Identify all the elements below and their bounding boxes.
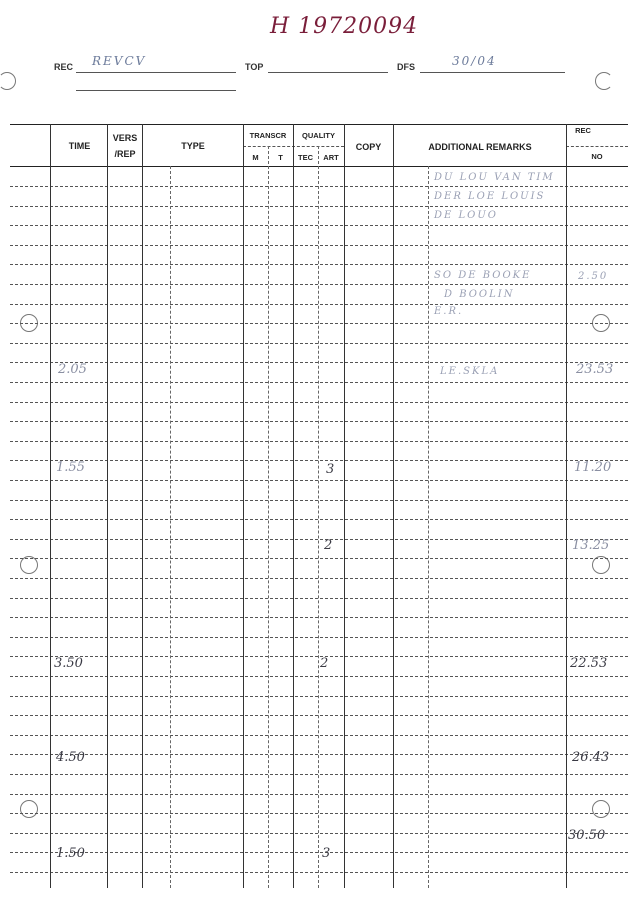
row-line bbox=[10, 872, 628, 873]
vers-column-header: VERS bbox=[112, 133, 138, 143]
col-divider bbox=[170, 166, 171, 888]
row-line bbox=[10, 852, 628, 853]
remarks-column-header: ADDITIONAL REMARKS bbox=[428, 142, 532, 152]
row-line bbox=[10, 460, 628, 461]
row-line bbox=[10, 519, 628, 520]
entry-art-rating: 3 bbox=[322, 846, 331, 861]
punch-hole bbox=[592, 800, 610, 818]
dfs-label: DFS bbox=[397, 62, 415, 72]
col-divider bbox=[344, 124, 345, 888]
row-line bbox=[10, 441, 628, 442]
remark-line: DER LOE LOUIS bbox=[434, 191, 546, 202]
row-line bbox=[10, 402, 628, 403]
header-bottom-border bbox=[10, 166, 628, 167]
rec-label: REC bbox=[54, 62, 74, 72]
remark-line: DE LOUO bbox=[434, 210, 498, 221]
row-line bbox=[10, 813, 628, 814]
row-line bbox=[10, 304, 628, 305]
row-line bbox=[10, 382, 628, 383]
row-line bbox=[10, 735, 628, 736]
col-divider bbox=[393, 124, 394, 888]
row-line bbox=[10, 362, 628, 363]
rec-value: REVCV bbox=[92, 54, 147, 68]
row-line bbox=[10, 421, 628, 422]
row-line bbox=[10, 284, 628, 285]
entry-rec-number: 22.53 bbox=[570, 656, 608, 671]
row-line bbox=[10, 245, 628, 246]
dfs-line bbox=[420, 72, 565, 73]
tec-column-header: TEC bbox=[298, 153, 313, 162]
entry-remark: LE.SKLA bbox=[440, 366, 500, 377]
copy-column-header: COPY bbox=[355, 142, 382, 152]
transcr-column-header: TRANSCR bbox=[249, 131, 287, 140]
rec-column-header: REC bbox=[575, 126, 591, 135]
row-line bbox=[10, 794, 628, 795]
remark-line: DU LOU VAN TIM bbox=[434, 172, 555, 183]
entry-time: 3.50 bbox=[54, 656, 83, 671]
dfs-value: 30/04 bbox=[452, 54, 497, 68]
row-line bbox=[10, 696, 628, 697]
row-line bbox=[10, 676, 628, 677]
col-divider bbox=[318, 146, 319, 888]
row-line bbox=[10, 833, 628, 834]
row-line bbox=[10, 617, 628, 618]
row-line bbox=[10, 343, 628, 344]
entry-rec-number: 26.43 bbox=[572, 750, 610, 765]
row-line bbox=[10, 323, 628, 324]
col-divider bbox=[268, 146, 269, 888]
entry-time: 1.55 bbox=[56, 460, 85, 475]
entry-art-rating: 2 bbox=[324, 538, 333, 553]
col-divider bbox=[142, 124, 143, 888]
entry-time: 4.50 bbox=[56, 750, 85, 765]
rep-column-header: /REP bbox=[114, 149, 136, 159]
t-column-header: T bbox=[278, 153, 283, 162]
entry-art-rating: 3 bbox=[326, 462, 335, 477]
col-divider bbox=[107, 124, 108, 888]
row-line bbox=[10, 715, 628, 716]
row-line bbox=[10, 480, 628, 481]
punch-hole bbox=[595, 72, 613, 90]
row-line bbox=[10, 225, 628, 226]
row-line bbox=[10, 539, 628, 540]
col-divider bbox=[50, 124, 51, 888]
row-line bbox=[10, 186, 628, 187]
m-column-header: M bbox=[252, 153, 259, 162]
row-line bbox=[10, 500, 628, 501]
subheader-line bbox=[566, 146, 628, 147]
art-column-header: ART bbox=[323, 153, 339, 162]
col-divider bbox=[428, 166, 429, 888]
no-column-header: NO bbox=[591, 152, 603, 161]
col-divider bbox=[566, 124, 567, 888]
document-id: H 19720094 bbox=[270, 14, 419, 39]
punch-hole bbox=[0, 72, 16, 90]
rec-line bbox=[76, 72, 236, 73]
row-line bbox=[10, 264, 628, 265]
entry-rec-number: 23.53 bbox=[576, 362, 614, 377]
row-line bbox=[10, 558, 628, 559]
row-line bbox=[10, 754, 628, 755]
col-divider bbox=[243, 124, 244, 888]
top-label: TOP bbox=[245, 62, 264, 72]
row-line bbox=[10, 656, 628, 657]
rec-line-2 bbox=[76, 90, 236, 91]
row-line bbox=[10, 206, 628, 207]
entry-art-rating: 2 bbox=[320, 656, 329, 671]
row-line bbox=[10, 774, 628, 775]
remark-line: E.R. bbox=[434, 306, 464, 317]
top-line bbox=[268, 72, 388, 73]
table-top-border bbox=[10, 124, 628, 125]
type-column-header: TYPE bbox=[181, 141, 205, 151]
row-line bbox=[10, 637, 628, 638]
col-divider bbox=[293, 124, 294, 888]
quality-column-header: QUALITY bbox=[302, 131, 335, 140]
entry-rec-number: 30.50 bbox=[568, 828, 606, 843]
entry-time: 2.05 bbox=[58, 362, 87, 377]
entry-time: 1.50 bbox=[56, 846, 85, 861]
rec-number: 2.50 bbox=[578, 271, 609, 282]
remark-line: SO DE BOOKE bbox=[434, 270, 532, 281]
row-line bbox=[10, 598, 628, 599]
entry-rec-number: 11.20 bbox=[574, 460, 612, 475]
remark-line: D BOOLIN bbox=[444, 289, 515, 300]
entry-rec-number: 13.25 bbox=[572, 538, 610, 553]
row-line bbox=[10, 578, 628, 579]
time-column-header: TIME bbox=[68, 141, 91, 151]
punch-hole bbox=[20, 800, 38, 818]
